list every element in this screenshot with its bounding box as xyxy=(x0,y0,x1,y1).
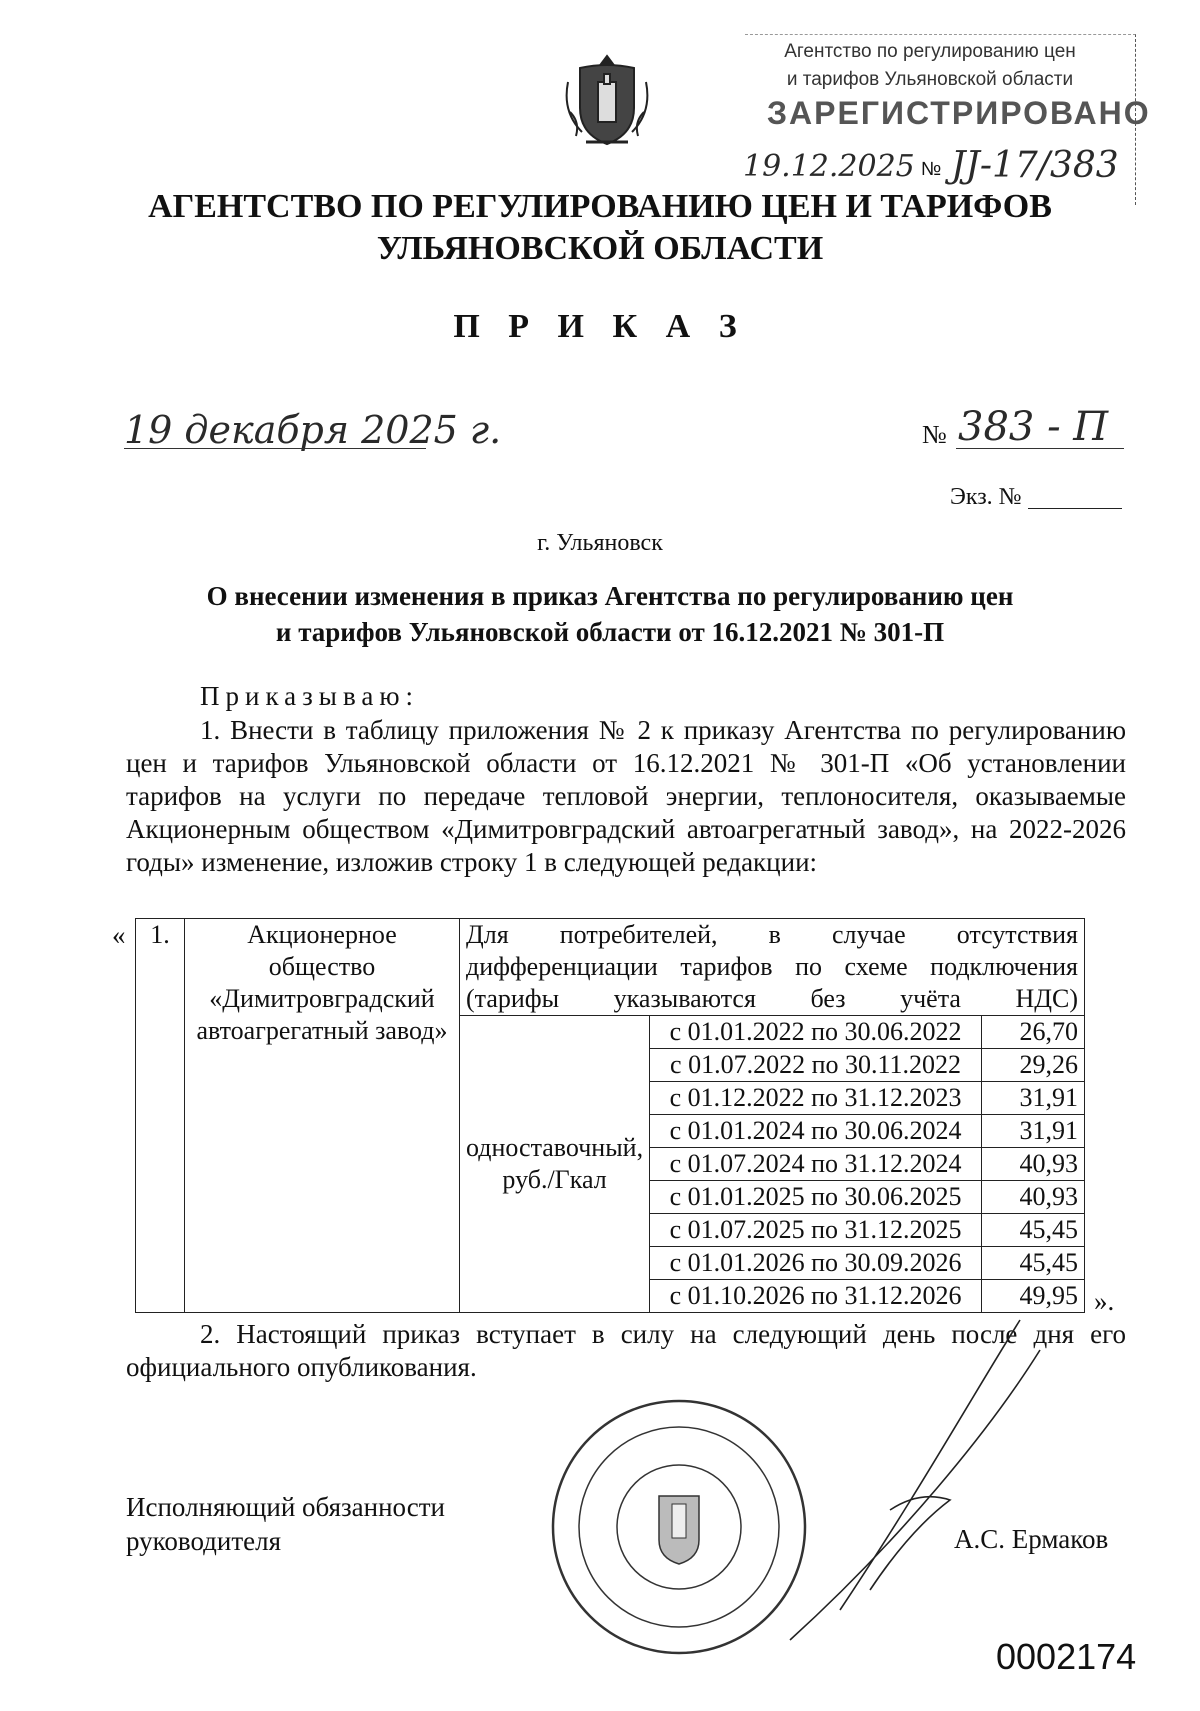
value-cell: 49,95 xyxy=(982,1280,1085,1313)
subject-line2: и тарифов Ульяновской области от 16.12.2021 № 301-П xyxy=(275,617,945,647)
value-cell: 29,26 xyxy=(982,1049,1085,1082)
value-cell: 40,93 xyxy=(982,1181,1085,1214)
copy-number-line xyxy=(1028,508,1122,509)
value-cell: 45,45 xyxy=(982,1247,1085,1280)
signatory-position xyxy=(126,1490,445,1558)
registration-stamp-line1: Агентство по регулированию цен xyxy=(784,41,1076,62)
row-number: 1. xyxy=(136,919,185,1313)
serial-number: 0002174 xyxy=(996,1636,1137,1677)
position-line2: руководителя xyxy=(126,1526,282,1556)
order-subject xyxy=(160,578,1060,650)
registration-stamp-line2: и тарифов Ульяновской области xyxy=(786,69,1074,90)
order-date: 19 декабря 2025 г. xyxy=(124,408,502,452)
copy-number-label: Экз. № xyxy=(950,484,1022,510)
open-quote: « xyxy=(112,920,126,950)
value-cell: 31,91 xyxy=(982,1082,1085,1115)
organization-name: Акционерное общество «Димитровградский автоагрегатный завод» xyxy=(185,919,460,1313)
subject-line1: О внесении изменения в приказ Агентства по регулированию цен xyxy=(206,581,1014,611)
value-cell: 45,45 xyxy=(982,1214,1085,1247)
period-cell: с 01.10.2026 по 31.12.2026 xyxy=(650,1280,982,1313)
value-cell: 26,70 xyxy=(982,1016,1085,1049)
period-cell: с 01.07.2022 по 30.11.2022 xyxy=(650,1049,982,1082)
period-cell: с 01.07.2024 по 31.12.2024 xyxy=(650,1148,982,1181)
registration-stamp xyxy=(743,34,1151,205)
period-cell: с 01.01.2026 по 30.09.2026 xyxy=(650,1247,982,1280)
item-2-paragraph: 2. Настоящий приказ вступает в силу на следующий день после дня его официального опубликования. xyxy=(126,1319,1126,1382)
period-cell: с 01.12.2022 по 31.12.2023 xyxy=(650,1082,982,1115)
signatory-name: А.С. Ермаков xyxy=(954,1524,1109,1554)
agency-title-line1: АГЕНТСТВО ПО РЕГУЛИРОВАНИЮ ЦЕН И ТАРИФОВ xyxy=(148,188,1052,225)
registration-stamp-word: ЗАРЕГИСТРИРОВАНО xyxy=(767,95,1151,131)
table-row xyxy=(136,919,1085,1016)
handwritten-signature xyxy=(720,1310,1080,1650)
value-cell: 31,91 xyxy=(982,1115,1085,1148)
value-cell: 40,93 xyxy=(982,1148,1085,1181)
order-number-label: № xyxy=(922,420,947,449)
position-line1: Исполняющий обязанности xyxy=(126,1492,445,1522)
period-cell: с 01.01.2025 по 30.06.2025 xyxy=(650,1181,982,1214)
tariff-table xyxy=(135,918,1085,1313)
city: г. Ульяновск xyxy=(537,530,663,556)
registration-date: 19.12.2025 xyxy=(743,149,915,184)
order-word: Приказываю: xyxy=(200,681,419,711)
tariff-unit: одноставочный, руб./Гкал xyxy=(460,1016,650,1313)
number-underline xyxy=(956,448,1124,449)
item-1-paragraph: 1. Внести в таблицу приложения № 2 к приказу Агентства по регулированию цен и тарифов Ульяновской области от 16.12.2021 № 301-П «Об установлении тарифов на услуги по передаче тепловой энергии, теплоносителя, оказываемые Акционерным обществом «Димитровградский автоагрегатный завод», на 2022-2026 годы» изменение, изложив строку 1 в следующей редакции: xyxy=(126,715,1126,877)
period-cell: с 01.07.2025 по 31.12.2025 xyxy=(650,1214,982,1247)
agency-title-line2: УЛЬЯНОВСКОЙ ОБЛАСТИ xyxy=(376,230,824,267)
close-quote: ». xyxy=(1094,1286,1115,1316)
registration-number: ЈЈ-17/383 xyxy=(951,145,1119,186)
period-cell: с 01.01.2022 по 30.06.2022 xyxy=(650,1016,982,1049)
period-cell: с 01.01.2024 по 30.06.2024 xyxy=(650,1115,982,1148)
registration-number-label: № xyxy=(921,159,942,180)
consumer-note: Для потребителей, в случае отсутствия дифференциации тарифов по схеме подключения (тарифы указываются без учёта НДС) xyxy=(460,919,1085,1016)
coat-of-arms-icon xyxy=(560,52,654,150)
order-number: 383 - П xyxy=(958,404,1109,450)
date-underline xyxy=(124,448,426,449)
document-type: П Р И К А З xyxy=(453,308,747,345)
